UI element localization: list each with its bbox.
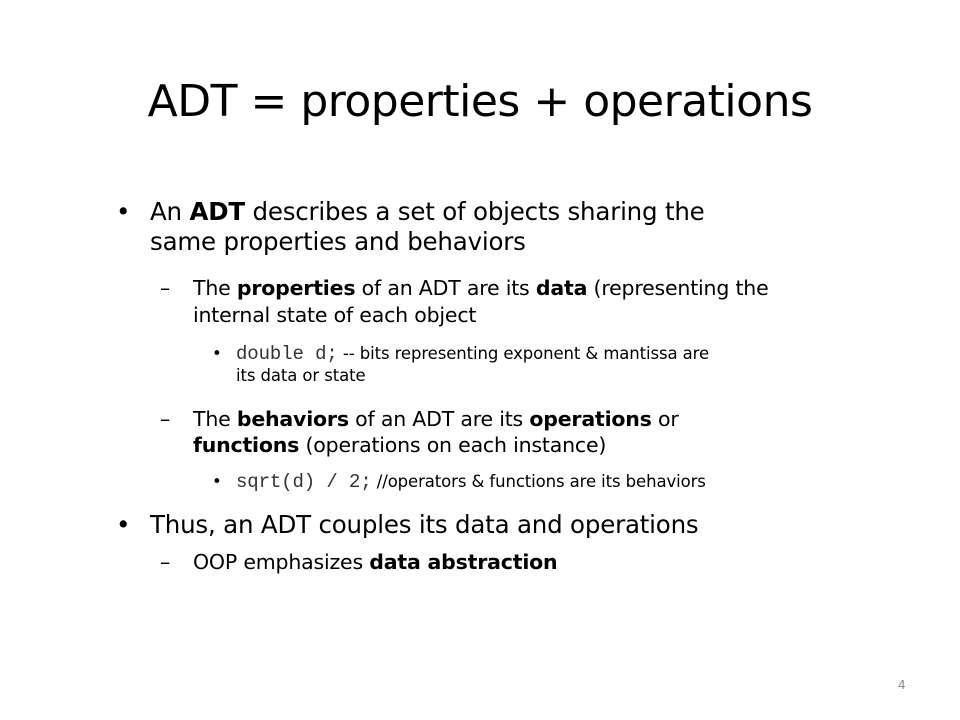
dash-marker: – bbox=[160, 550, 171, 574]
bullet-marker: • bbox=[212, 472, 222, 491]
page-number: 4 bbox=[898, 678, 906, 692]
example-sqrt: sqrt(d) / 2; //operators & functions are its behaviors bbox=[236, 471, 706, 493]
dash-marker: – bbox=[160, 407, 171, 431]
bullet-adt-definition-cont: same properties and behaviors bbox=[150, 227, 526, 256]
subbullet-properties: The properties of an ADT are its data (representing the bbox=[193, 276, 769, 300]
subbullet-oop: OOP emphasizes data abstraction bbox=[193, 550, 558, 574]
slide-title: ADT = properties + operations bbox=[147, 76, 813, 127]
bullet-couples: Thus, an ADT couples its data and operations bbox=[150, 510, 699, 539]
code-snippet: sqrt(d) / 2; bbox=[236, 471, 372, 493]
bullet-marker: • bbox=[212, 344, 222, 363]
code-snippet: double d; bbox=[236, 343, 338, 365]
example-double-cont: its data or state bbox=[236, 366, 366, 385]
subbullet-behaviors: The behaviors of an ADT are its operations or bbox=[193, 407, 679, 431]
bullet-adt-definition: An ADT describes a set of objects sharing the bbox=[150, 197, 705, 226]
subbullet-properties-cont: internal state of each object bbox=[193, 303, 477, 327]
subbullet-behaviors-cont: functions (operations on each instance) bbox=[193, 433, 607, 457]
bullet-marker: • bbox=[116, 197, 131, 226]
bullet-marker: • bbox=[116, 510, 131, 539]
dash-marker: – bbox=[160, 276, 171, 300]
example-double: double d; -- bits representing exponent & mantissa are bbox=[236, 343, 710, 365]
